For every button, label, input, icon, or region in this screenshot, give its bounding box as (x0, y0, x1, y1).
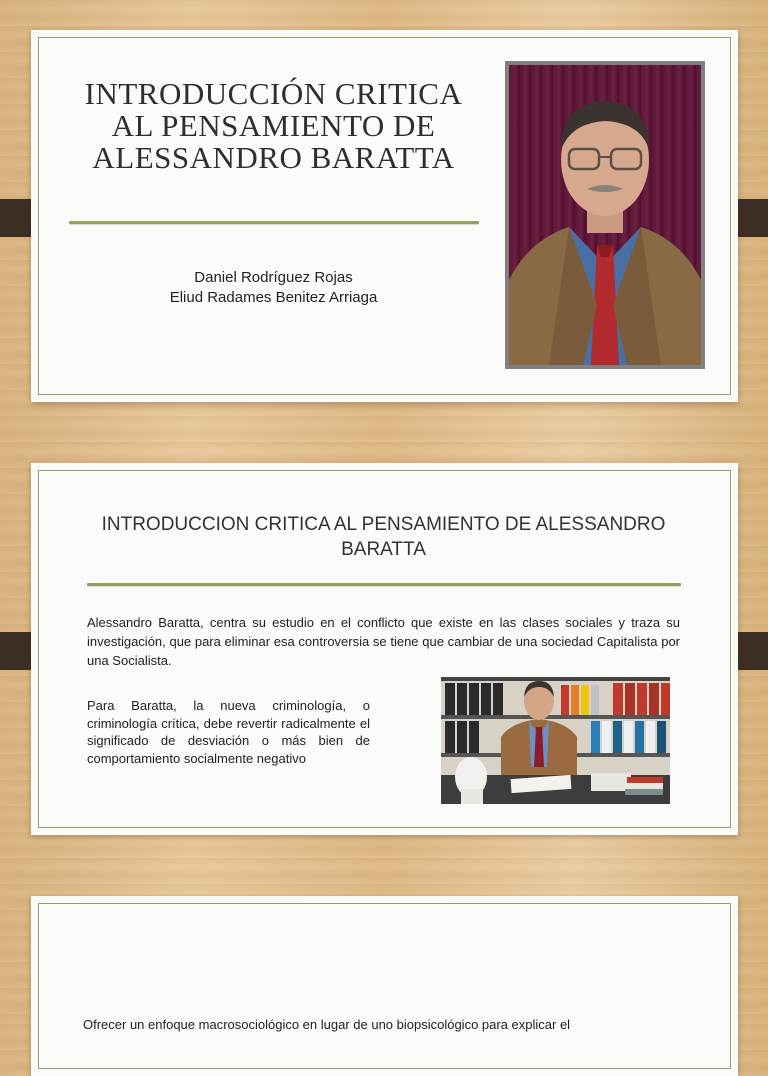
portrait-illustration (509, 65, 701, 365)
slide-1 (31, 30, 738, 402)
body-paragraph: Ofrecer un enfoque macrosociológico en lugar de uno biopsicológico para explicar el (83, 1017, 571, 1032)
author-name: Daniel Rodríguez Rojas (194, 269, 353, 286)
slide-title: INTRODUCCION CRITICA AL PENSAMIENTO DE ALESSANDRO BARATTA (101, 514, 666, 560)
portrait-photo (505, 61, 705, 369)
slide-title: INTRODUCCIÓN CRITICA AL PENSAMIENTO DE ALESSANDRO BARATTA (84, 76, 463, 175)
office-photo (441, 677, 670, 804)
title-underline (69, 221, 479, 224)
slide-3 (31, 896, 738, 1076)
slide-2 (31, 463, 738, 835)
author-name: Eliud Radames Benitez Arriaga (169, 289, 378, 306)
slide-border (38, 903, 731, 1069)
body-paragraph: Para Baratta, la nueva criminología, o criminología crítica, debe revertir radicalmente el significado de desviación o más bien de comportamiento socialmente negativo (87, 698, 370, 766)
authors (71, 268, 476, 308)
title-underline (87, 583, 681, 586)
body-paragraph: Alessandro Baratta, centra su estudio en el conflicto que existe en las clases sociales y traza su investigación, que para eliminar esa controversia se tiene que cambiar de una sociedad Capitalista por una Socialista. (87, 615, 680, 668)
office-illustration (441, 677, 670, 804)
